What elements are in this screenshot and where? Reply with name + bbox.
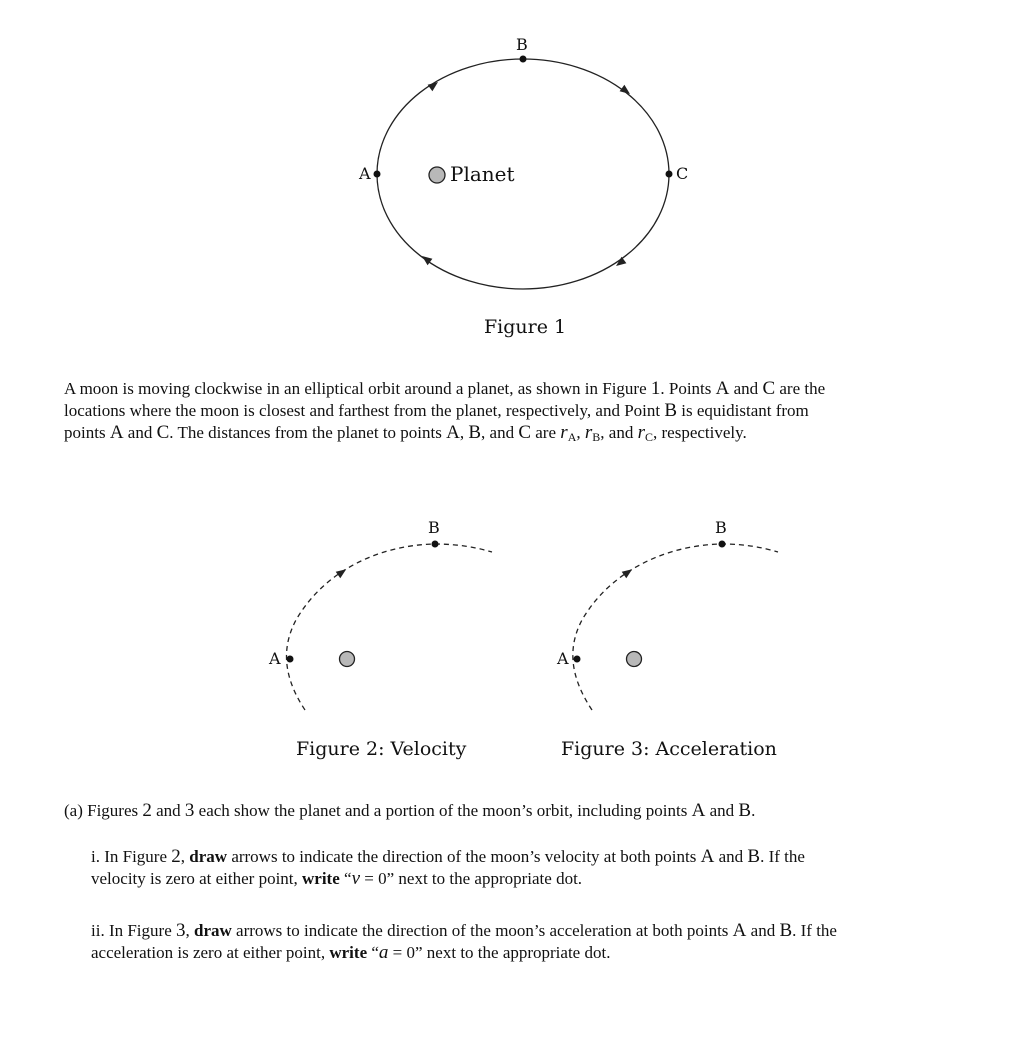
- text: ,: [185, 921, 194, 940]
- planet-label: Planet: [450, 162, 515, 186]
- text: write: [302, 869, 340, 888]
- text: A moon is moving clockwise in an elliptical orbit around a planet, as shown in Figure: [64, 379, 651, 398]
- text: and: [705, 801, 739, 820]
- text: A: [691, 800, 706, 821]
- text: B: [468, 422, 482, 443]
- text: , respectively.: [653, 423, 747, 442]
- text: ii. In Figure: [91, 921, 176, 940]
- text: A: [715, 378, 730, 399]
- point-b-dot: [520, 56, 527, 63]
- text: and: [746, 921, 780, 940]
- text: draw: [194, 921, 232, 940]
- text: = 0” next to the appropriate dot.: [360, 869, 583, 888]
- text: v: [351, 868, 361, 889]
- question-a-text: [64, 800, 994, 822]
- figure-2-point-a-dot: [287, 656, 294, 663]
- text: . If the: [760, 847, 805, 866]
- text: (a) Figures: [64, 801, 143, 820]
- text: 2: [171, 846, 181, 867]
- figure-3-point-a-dot: [574, 656, 581, 663]
- text: 3: [176, 920, 186, 941]
- figure2-point-a-label: A: [269, 649, 281, 668]
- text: locations where the moon is closest and farthest from the planet, respectively, and Point: [64, 401, 665, 420]
- text: and: [123, 423, 157, 442]
- text: B: [738, 800, 752, 821]
- text: arrows to indicate the direction of the moon’s acceleration at both points: [231, 921, 733, 940]
- text: r: [637, 422, 645, 443]
- text: A: [700, 846, 715, 867]
- text: r: [584, 422, 593, 443]
- text: A: [732, 920, 747, 941]
- figure-2-orbit-arc: [286, 544, 492, 710]
- part-ii-text: [91, 920, 991, 964]
- text: points: [64, 423, 110, 442]
- text: are: [531, 423, 561, 442]
- point-a-dot: [374, 171, 381, 178]
- figure1-point-a-label: A: [359, 164, 371, 183]
- figure-3-caption: Figure 3: Acceleration: [561, 738, 777, 760]
- text: and: [714, 847, 748, 866]
- text: 2: [142, 800, 152, 821]
- figure-3-orbit-arrow: [622, 566, 635, 578]
- text: “: [367, 943, 379, 962]
- text: , and: [600, 423, 638, 442]
- text: are the: [775, 379, 826, 398]
- text: B: [747, 846, 761, 867]
- orbit-ellipse: [377, 59, 669, 289]
- text: 1: [650, 378, 661, 399]
- figure-1-caption: Figure 1: [484, 316, 567, 338]
- text: C: [518, 422, 532, 443]
- figure-2-orbit-arrow: [336, 566, 349, 578]
- text: is equidistant from: [677, 401, 809, 420]
- text: ,: [459, 423, 469, 442]
- text: , and: [481, 423, 519, 442]
- text: . If the: [792, 921, 837, 940]
- figure3-point-a-label: A: [557, 649, 569, 668]
- text: . The distances from the planet to points: [169, 423, 447, 442]
- text: C: [156, 422, 170, 443]
- figure-2-caption: Figure 2: Velocity: [296, 738, 467, 760]
- text: C: [762, 378, 776, 399]
- text: 3: [184, 800, 195, 821]
- text: each show the planet and a portion of the moon’s orbit, including points: [194, 801, 692, 820]
- planet-icon: [429, 167, 445, 183]
- text: ,: [180, 847, 190, 866]
- figure-2-point-b-dot: [432, 541, 439, 548]
- text: write: [329, 943, 368, 962]
- text: draw: [189, 847, 228, 866]
- point-c-dot: [666, 171, 673, 178]
- text: i. In Figure: [91, 847, 172, 866]
- text: . Points: [660, 379, 716, 398]
- figure3-point-b-label: B: [715, 518, 727, 537]
- text: a: [378, 942, 389, 963]
- text: “: [339, 869, 352, 888]
- figure1-point-c-label: C: [676, 164, 689, 183]
- text: B: [592, 430, 601, 444]
- text: and: [151, 801, 185, 820]
- text: A: [109, 422, 124, 443]
- text: A: [446, 422, 460, 443]
- part-i-text: [91, 846, 991, 890]
- text: acceleration is zero at either point,: [91, 943, 330, 962]
- text: velocity is zero at either point,: [91, 869, 303, 888]
- text: A: [567, 430, 577, 444]
- text: arrows to indicate the direction of the moon’s velocity at both points: [227, 847, 701, 866]
- figure-3-diagram: [573, 541, 778, 711]
- text: B: [664, 400, 678, 421]
- figure1-point-b-label: B: [516, 35, 528, 54]
- text: r: [560, 422, 568, 443]
- text: B: [779, 920, 793, 941]
- text: .: [751, 801, 756, 820]
- figure-2-diagram: [286, 541, 492, 711]
- figure2-point-b-label: B: [428, 518, 440, 537]
- text: C: [644, 430, 653, 444]
- text: and: [729, 379, 763, 398]
- figure-2-planet-icon: [340, 652, 355, 667]
- figure-3-point-b-dot: [719, 541, 726, 548]
- figure-3-orbit-arc: [573, 544, 778, 710]
- figure-3-planet-icon: [627, 652, 642, 667]
- text: = 0” next to the appropriate dot.: [388, 943, 611, 962]
- figures-2-3-diagram: [0, 500, 1018, 730]
- text: ,: [576, 423, 585, 442]
- intro-paragraph: [64, 378, 994, 448]
